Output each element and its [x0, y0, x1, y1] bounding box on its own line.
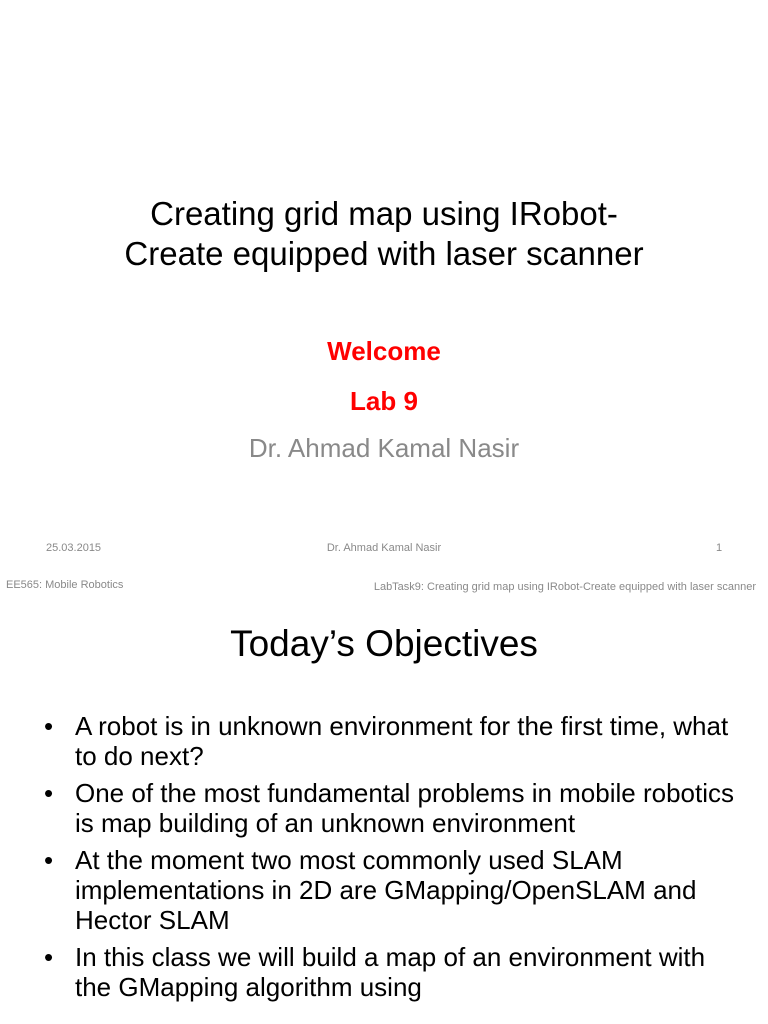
list-item-text: One of the most fundamental problems in mobile robotics is map building of an unknown environment	[75, 778, 735, 838]
footer-author: Dr. Ahmad Kamal Nasir	[326, 542, 442, 554]
list-item	[44, 942, 734, 1002]
footer-page-number: 1	[716, 542, 723, 554]
course-header: EE565: Mobile Robotics	[6, 579, 124, 591]
objectives-title: Today’s Objectives	[230, 623, 538, 664]
objectives-list	[44, 711, 734, 1009]
bullet-icon: •	[44, 942, 54, 972]
list-item-text: At the moment two most commonly used SLAM implementations in 2D are GMapping/OpenSLAM and Hector SLAM	[75, 845, 697, 935]
bullet-icon: •	[44, 711, 54, 741]
author-name: Dr. Ahmad Kamal Nasir	[248, 433, 520, 463]
slide-title-line-2: Create equipped with laser scanner	[124, 235, 644, 272]
slide-title	[40, 194, 728, 274]
list-item	[44, 845, 734, 935]
labtask-header: LabTask9: Creating grid map using IRobot-Create equipped with laser scanner	[373, 581, 756, 593]
welcome-text: Welcome	[327, 336, 441, 366]
slide-title-line-1: Creating grid map using IRobot-	[150, 195, 618, 232]
bullet-icon: •	[44, 778, 54, 808]
bullet-icon: •	[44, 845, 54, 875]
lab-number: Lab 9	[350, 386, 418, 416]
list-item	[44, 778, 734, 838]
footer-date: 25.03.2015	[46, 542, 102, 554]
list-item	[44, 711, 734, 771]
list-item-text: In this class we will build a map of an environment with the GMapping algorithm using	[75, 942, 706, 1002]
list-item-text: A robot is in unknown environment for the first time, what to do next?	[75, 711, 729, 771]
